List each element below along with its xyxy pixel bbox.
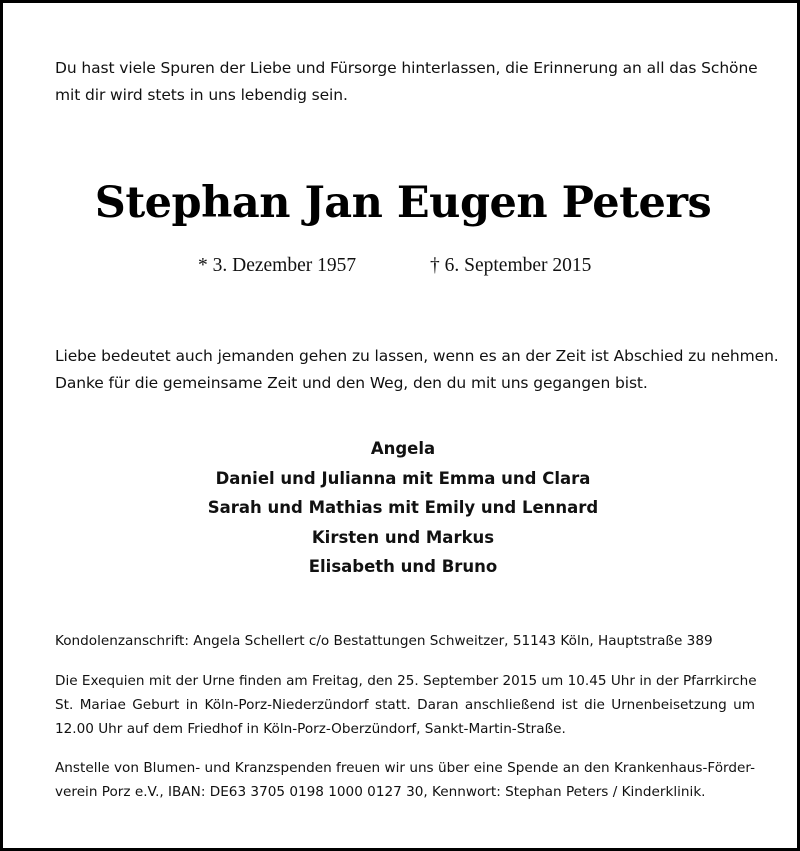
funeral-details bbox=[55, 669, 755, 741]
mourners-list bbox=[3, 434, 800, 582]
mourner-entry: Daniel und Julianna mit Emma und Clara bbox=[215, 468, 591, 488]
birth-date: * 3. Dezember 1957 bbox=[198, 255, 357, 276]
condolence-line: Kondolenzanschrift: Angela Schellert c/o Bestattungen Schweitzer, 51143 Köln, Hauptstraße 389 bbox=[55, 633, 713, 649]
mourner-entry: Kirsten und Markus bbox=[311, 527, 495, 547]
farewell-quote bbox=[55, 343, 779, 397]
funeral-line: 12.00 Uhr auf dem Friedhof in Köln-Porz-Oberzündorf, Sankt-Martin-Straße. bbox=[55, 721, 566, 737]
mourner-entry: Angela bbox=[370, 439, 436, 458]
donation-request bbox=[55, 756, 755, 804]
quote-line: Danke für die gemeinsame Zeit und den Weg, den du mit uns gegangen bist. bbox=[55, 374, 648, 392]
quote-line: Liebe bedeutet auch jemanden gehen zu lassen, wenn es an der Zeit ist Abschied zu nehmen. bbox=[55, 347, 779, 365]
funeral-line: St. Mariae Geburt in Köln-Porz-Niederzündorf statt. Daran anschließend ist die Urnenbeisetzung um bbox=[55, 697, 755, 713]
intro-verse bbox=[55, 55, 758, 109]
donation-line: Anstelle von Blumen- und Kranzspenden freuen wir uns über eine Spende an den Krankenhaus-Förder- bbox=[55, 760, 755, 776]
mourner-entry: Sarah und Mathias mit Emily und Lennard bbox=[207, 498, 599, 517]
donation-line: verein Porz e.V., IBAN: DE63 3705 0198 1000 0127 30, Kennwort: Stephan Peters / Kinderklinik. bbox=[55, 784, 706, 800]
deceased-name: Stephan Jan Eugen Peters bbox=[94, 178, 712, 228]
mourner-entry: Elisabeth und Bruno bbox=[308, 557, 498, 576]
death-date: † 6. September 2015 bbox=[430, 255, 592, 276]
condolence-address bbox=[55, 629, 755, 653]
funeral-line: Die Exequien mit der Urne finden am Freitag, den 25. September 2015 um 10.45 Uhr in der Pfarrkirche bbox=[55, 673, 757, 689]
intro-line: Du hast viele Spuren der Liebe und Fürsorge hinterlassen, die Erinnerung an all das Schöne bbox=[55, 59, 758, 77]
intro-line: mit dir wird stets in uns lebendig sein. bbox=[55, 86, 348, 104]
